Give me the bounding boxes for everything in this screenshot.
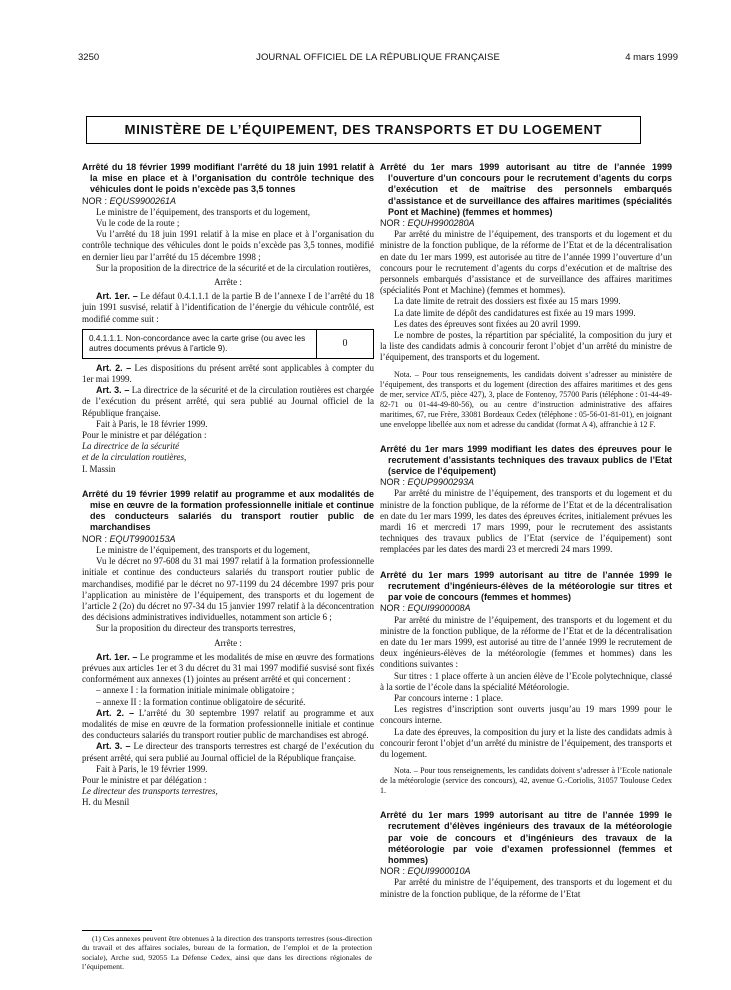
table-cell: 0.4.1.1.1. Non-concordance avec la carte grise (ou avec les autres documents prévus à l’article 9). (83, 329, 317, 358)
paragraph: Par arrêté du ministre de l’équipement, des transports et du logement et du ministre de la fonction publique, de la réforme de l’Etat (380, 877, 672, 899)
paragraph: Par arrêté du ministre de l’équipement, des transports et du logement et du ministre de la fonction publique, de la réforme de l’Etat et de la décentralisation en date du 1er mars 1999, est autorisé au titre de l’année 1999 le recrutement de deux ingénieurs-élèves de la météorologie (femmes et hommes) dans les conditions suivantes : (380, 614, 672, 670)
signature-line: Pour le ministre et par délégation : (82, 430, 207, 441)
paragraph: La date limite de dépôt des candidatures est fixée au 19 mars 1999. (394, 307, 636, 318)
nor-reference: NOR : EQUI9900008A (380, 603, 471, 614)
paragraph: Par arrêté du ministre de l’équipement, des transports et du logement et du ministre de la fonction publique, de la réforme de l’Etat et de la décentralisation en date du 1er mars 1999, les dates des épreuves écrites, initialement prévues les mardi 16 et mercredi 17 mars 1999, pour le recrutement des assistants techniques des travaux publics de l’Etat (service de l’équipement) sont remplacées par les dates des mardi 23 et mercredi 24 mars 1999. (380, 488, 672, 555)
paragraph: La date des épreuves, la composition du jury et la liste des candidats admis à concourir feront l’objet d’un arrêté du ministre de l’équipement, des transports et du logement. (380, 726, 672, 759)
nor-reference: NOR : EQUH9900280A (380, 218, 475, 229)
decree-title: Arrêté du 19 février 1999 relatif au programme et aux modalités de mise en œuvre de la formation professionnelle initiale et continue des conducteurs salariés du transport routier public de marchandises (82, 488, 374, 533)
article: Art. 3. – La directrice de la sécurité et de la circulation routières est chargée de l’exécution du présent arrêté, qui sera publié au Journal officiel de la République française. (82, 385, 374, 418)
ministry-banner: MINISTÈRE DE L’ÉQUIPEMENT, DES TRANSPORTS ET DU LOGEMENT (86, 116, 641, 144)
signature-line: et de la circulation routières, (82, 452, 187, 463)
page-header (78, 50, 678, 66)
paragraph: Le nombre de postes, la répartition par spécialité, la composition du jury et la liste des candidats admis à concourir feront l’objet d’un arrêté du ministre de l’équipement, des transports et du logement. (380, 330, 672, 363)
footnote: (1) Ces annexes peuvent être obtenues à la direction des transports terrestres (sous-direction du travail et des affaires sociales, bureau de la formation, de l’emploi et de la protection sociale), Arche sud, 92055 La Défense Cedex, ainsi que dans les directions régionales de l’équipement. (82, 934, 372, 972)
nor-reference: NOR : EQUI9900010A (380, 866, 471, 877)
defect-table (82, 329, 374, 359)
article: Art. 2. – L’arrêté du 30 septembre 1997 relatif au programme et aux modalités de mise en œuvre de la formation professionnelle initiale et continue des conducteurs salariés du transport routier public de marchandises est abrogé. (82, 707, 374, 741)
issue-date: 4 mars 1999 (625, 52, 678, 63)
paragraph: Les registres d’inscription sont ouverts jusqu’au 19 mars 1999 pour le concours interne. (380, 704, 672, 726)
decree-title: Arrêté du 1er mars 1999 modifiant les dates des épreuves pour le recrutement d’assistants techniques des travaux publics de l’Etat (service de l’équipement) (380, 443, 672, 477)
nota: Nota. – Pour tous renseignements, les candidats doivent s’adresser à l’Ecole nationale de la météorologie (service des concours), 42, avenue G.-Coriolis, 31057 Toulouse Cedex 1. (380, 766, 672, 796)
article: Art. 3. – Le directeur des transports terrestres est chargé de l’exécution du présent arrêté, qui sera publié au Journal officiel de la République française. (82, 741, 374, 763)
page-number: 3250 (78, 52, 100, 63)
arrete-heading: Arrête : (214, 277, 242, 288)
signature-line: La directrice de la sécurité (82, 441, 180, 452)
paragraph: Par arrêté du ministre de l’équipement, des transports et du logement et du ministre de la fonction publique, de la réforme de l’Etat et de la décentralisation en date du 1er mars 1999, est autorisée au titre de l’année 1999 l’ouverture d’un concours pour le recrutement d’agents du corps d’exécution et de maîtrise des personnels embarqués d’assistance et de surveillance des affaires maritimes (spécialités Pont et Machine) (femmes et hommes). (380, 229, 672, 296)
nor-reference: NOR : EQUS9900261A (82, 195, 177, 206)
paragraph: Sur la proposition du directeur des transports terrestres, (96, 623, 296, 634)
table-cell: 0 (317, 329, 374, 358)
paragraph: La date limite de retrait des dossiers est fixée au 15 mars 1999. (394, 296, 621, 307)
list-item: – annexe I : la formation initiale minimale obligatoire ; (96, 685, 295, 696)
paragraph: Vu l’arrêté du 18 juin 1991 relatif à la mise en place et à l’organisation du contrôle technique des véhicules dont le poids n’excède pas 3,5 tonnes, modifié en dernier lieu par l’arrêté du 15 décembre 1998 ; (82, 229, 374, 262)
signature-line: Le directeur des transports terrestres, (82, 786, 218, 797)
paragraph: Sur titres : 1 place offerte à un ancien élève de l’Ecole polytechnique, classé à la sortie de l’école dans la spécialité Météorologie. (380, 670, 672, 692)
nor-reference: NOR : EQUT9900153A (82, 533, 176, 544)
decree-title: Arrêté du 1er mars 1999 autorisant au titre de l’année 1999 l’ouverture d’un concours pour le recrutement d’agents du corps d’exécution et de maîtrise des personnels embarqués d’assistance et de surveillance des affaires maritimes (spécialités Pont et Machine) (femmes et hommes) (380, 162, 672, 217)
paragraph: Le ministre de l’équipement, des transports et du logement, (96, 544, 310, 555)
signatory: I. Massin (82, 463, 116, 474)
left-column (82, 162, 374, 809)
list-item: – annexe II : la formation continue obligatoire de sécurité. (96, 696, 306, 707)
journal-title: JOURNAL OFFICIEL DE LA RÉPUBLIQUE FRANÇAISE (256, 52, 500, 63)
nota: Nota. – Pour tous renseignements, les candidats doivent s’adresser au ministère de l’équipement, des transports et du logement (direction des affaires maritimes et des gens de mer, service AT/5, pièce 427), 3, place de Fontenoy, 75700 Paris (téléphone : 01-44-49-82-71 ou 01-44-49-80-56), ou au centre d’instruction administrative des affaires maritimes, 67, rue Frère, 33081 Bordeaux Cedex (téléphone : 05-56-01-81-01), en joignant une enveloppe libellée aux nom et adresse du candidat (format A 4), affranchie à 12 F. (380, 369, 672, 429)
paragraph: Vu le code de la route ; (96, 218, 180, 229)
decree-title: Arrêté du 18 février 1999 modifiant l’arrêté du 18 juin 1991 relatif à la mise en place et à l’organisation du contrôle technique des véhicules dont le poids n’excède pas 3,5 tonnes (82, 162, 374, 195)
paragraph: Le ministre de l’équipement, des transports et du logement, (96, 206, 310, 217)
done-at: Fait à Paris, le 19 février 1999. (96, 763, 208, 774)
footnote-rule (82, 930, 152, 931)
article: Art. 1er. – Le défaut 0.4.1.1.1 de la partie B de l’annexe I de l’arrêté du 18 juin 1991 susvisé, relatif à l’identification de l’énergie du véhicule contrôlé, est modifié comme suit : (82, 291, 374, 324)
right-column (380, 162, 672, 900)
decree-title: Arrêté du 1er mars 1999 autorisant au titre de l’année 1999 le recrutement d’élèves ingénieurs des travaux de la météorologie par voie de concours et d’ingénieurs des travaux de la météorologie par voie d’examen professionnel (femmes et hommes) (380, 810, 672, 865)
paragraph: Sur la proposition de la directrice de la sécurité et de la circulation routières, (96, 262, 371, 273)
arrete-heading: Arrête : (214, 637, 242, 648)
article: Art. 2. – Les dispositions du présent arrêté sont applicables à compter du 1er mai 1999. (82, 362, 374, 385)
signatory: H. du Mesnil (82, 797, 130, 808)
paragraph: Vu le décret no 97-608 du 31 mai 1997 relatif à la formation professionnelle initiale et continue des conducteurs salariés du transport routier public de marchandises, modifié par le décret no 97-1199 du 24 décembre 1997 pris pour l’application au ministère de l’équipement, des transports et du logement de l’article 2 (2o) du décret no 97-34 du 15 janvier 1997 relatif à la déconcentration des décisions administratives individuelles, notamment son article 6 ; (82, 556, 374, 623)
decree-title: Arrêté du 1er mars 1999 autorisant au titre de l’année 1999 le recrutement d’ingénieurs-élèves de la météorologie sur titres et par voie de concours (femmes et hommes) (380, 569, 672, 603)
done-at: Fait à Paris, le 18 février 1999. (96, 418, 208, 429)
paragraph: Par concours interne : 1 place. (394, 692, 503, 703)
paragraph: Les dates des épreuves sont fixées au 20 avril 1999. (394, 318, 581, 329)
signature-line: Pour le ministre et par délégation : (82, 774, 207, 785)
nor-reference: NOR : EQUP9900293A (380, 477, 475, 488)
article: Art. 1er. – Le programme et les modalités de mise en œuvre des formations prévues aux articles 1er et 3 du décret du 31 mai 1997 modifié susvisé sont fixés conformément aux annexes (1) jointes au présent arrêté et qui concernent : (82, 651, 374, 685)
